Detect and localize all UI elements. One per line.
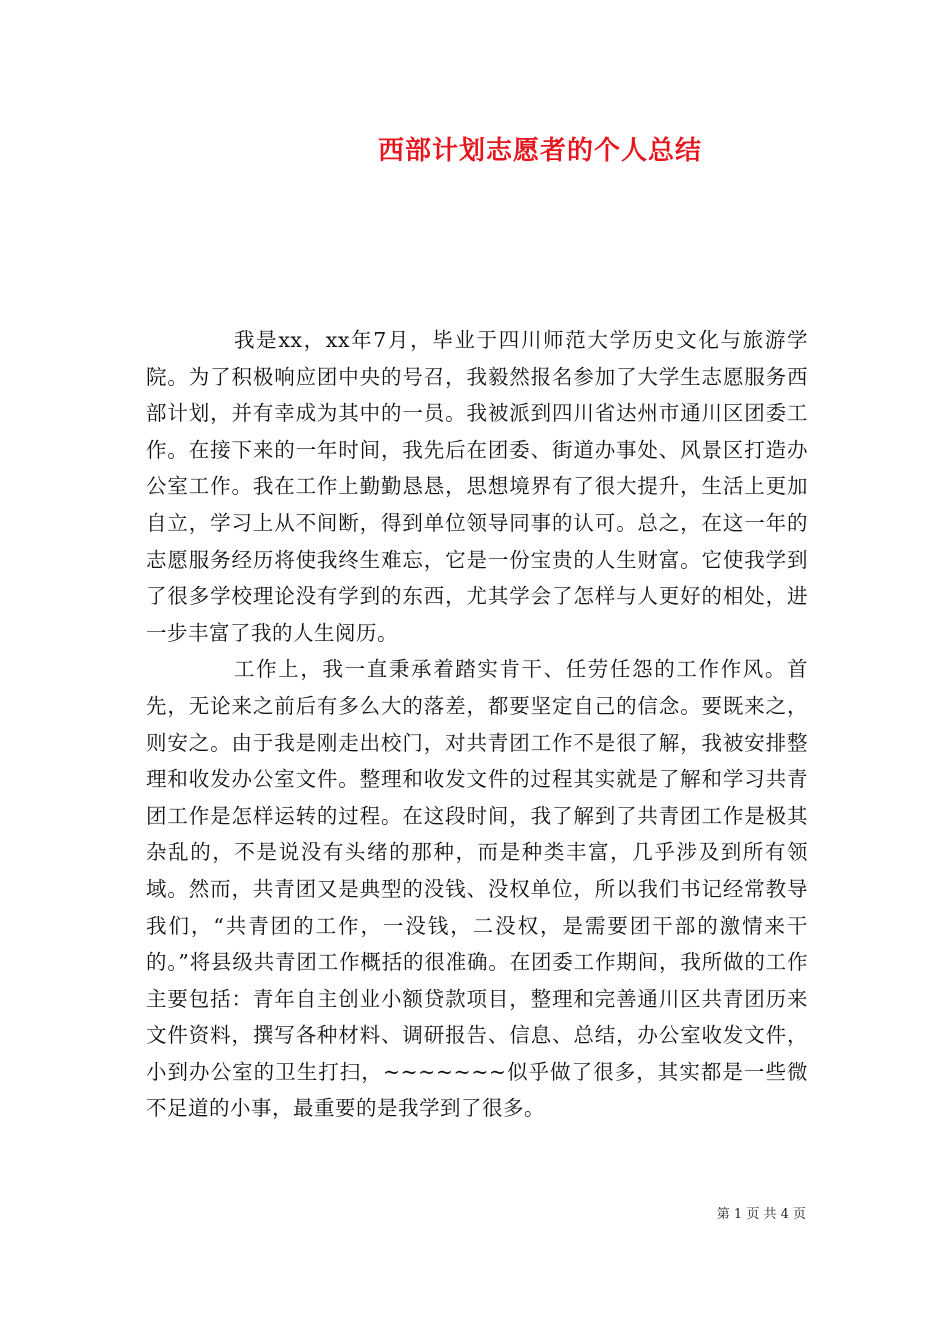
- paragraph-1: 我是xx，xx年7月，毕业于四川师范大学历史文化与旅游学院。为了积极响应团中央的号召，我毅然报名参加了大学生志愿服务西部计划，并有幸成为其中的一员。我被派到四川省达州市通川区团委工作。在接下来的一年时间，我先后在团委、街道办事处、风景区打造办公室工作。我在工作上勤勤恳恳，思想境界有了很大提升，生活上更加自立，学习上从不间断，得到单位领导同事的认可。总之，在这一年的志愿服务经历将使我终生难忘，它是一份宝贵的人生财富。它使我学到了很多学校理论没有学到的东西，尤其学会了怎样与人更好的相处，进一步丰富了我的人生阅历。: [146, 328, 808, 645]
- document-body: [146, 322, 808, 1127]
- document-title: 西部计划志愿者的个人总结: [377, 136, 702, 166]
- page-number-footer: 第 1 页 共 4 页: [716, 1207, 806, 1222]
- paragraph-2: 工作上，我一直秉承着踏实肯干、任劳任怨的工作作风。首先，无论来之前后有多么大的落差，都要坚定自己的信念。要既来之，则安之。由于我是刚走出校门，对共青团工作不是很了解，我被安排整理和收发办公室文件。整理和收发文件的过程其实就是了解和学习共青团工作是怎样运转的过程。在这段时间，我了解到了共青团工作是极其杂乱的，不是说没有头绪的那种，而是种类丰富，几乎涉及到所有领域。然而，共青团又是典型的没钱、没权单位，所以我们书记经常教导我们，“共青团的工作，一没钱，二没权，是需要团干部的激情来干的。”将县级共青团工作概括的很准确。在团委工作期间，我所做的工作主要包括：青年自主创业小额贷款项目，整理和完善通川区共青团历来文件资料，撰写各种材料、调研报告、信息、总结，办公室收发文件，小到办公室的卫生打扫，~~~~~~~似乎做了很多，其实都是一些微不足道的小事，最重要的是我学到了很多。: [146, 657, 808, 1121]
